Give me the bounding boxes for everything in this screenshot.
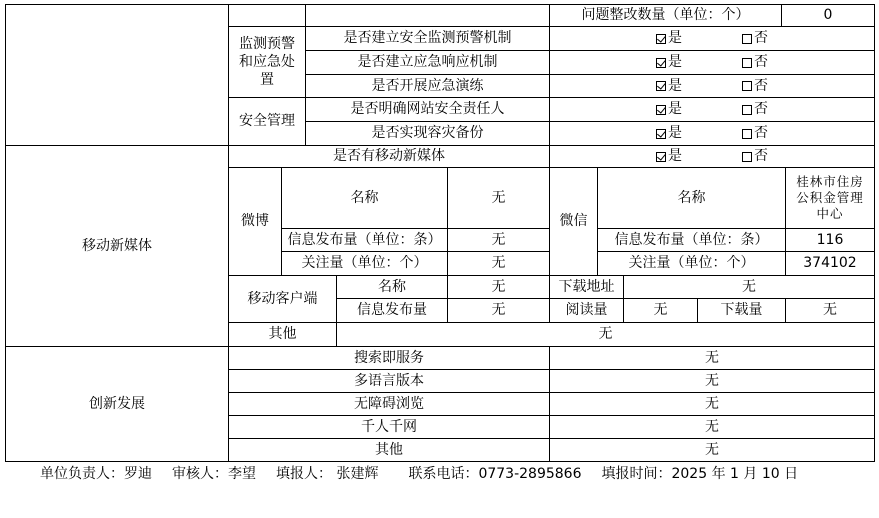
app-name-label: 名称 [336, 275, 448, 299]
innovation-item-value: 无 [549, 438, 875, 462]
weibo-label: 微博 [228, 167, 282, 276]
weixin-posts-label: 信息发布量（单位：条） [597, 228, 786, 252]
weixin-posts-value: 116 [785, 228, 875, 252]
monitor-item-yesno: 是 否 [549, 74, 875, 98]
safety-group-label: 安全管理 [228, 97, 306, 146]
has-mobile-label: 是否有移动新媒体 [228, 145, 550, 168]
monitor-item-yesno: 是 否 [549, 26, 875, 51]
weixin-follow-value: 374102 [785, 251, 875, 276]
checked-box-icon[interactable] [656, 58, 666, 68]
unchecked-box-icon[interactable] [742, 129, 752, 139]
reviewer: 审核人：李望 [172, 466, 256, 482]
innovation-item-label: 千人千网 [228, 415, 550, 439]
innovation-item-value: 无 [549, 369, 875, 393]
monitor-item-label: 是否开展应急演练 [305, 74, 550, 98]
top-left-blank [5, 4, 229, 146]
innovation-item-value: 无 [549, 415, 875, 439]
top-sub-blank [228, 4, 306, 27]
monitor-item-yesno: 是 否 [549, 50, 875, 75]
innovation-item-label: 其他 [228, 438, 550, 462]
weibo-name-value: 无 [447, 167, 550, 229]
unchecked-box-icon[interactable] [742, 58, 752, 68]
safety-item-label: 是否实现容灾备份 [305, 121, 550, 146]
unit-head: 单位负责人：罗迪 [40, 466, 152, 482]
mobile-other-value: 无 [336, 322, 875, 347]
checked-box-icon[interactable] [656, 129, 666, 139]
safety-item-label: 是否明确网站安全责任人 [305, 97, 550, 122]
innovation-section-label: 创新发展 [5, 346, 229, 462]
checked-box-icon[interactable] [656, 81, 666, 91]
weixin-follow-label: 关注量（单位：个） [597, 251, 786, 276]
app-download-url-label: 下载地址 [549, 275, 624, 299]
app-reads-label: 阅读量 [549, 298, 624, 323]
weixin-name-value: 桂林市住房公积金管理中心 [785, 167, 875, 229]
unchecked-box-icon[interactable] [742, 105, 752, 115]
mobile-other-label: 其他 [228, 322, 337, 347]
checked-box-icon[interactable] [656, 152, 666, 162]
app-posts-label: 信息发布量 [336, 298, 448, 323]
rectify-count-label: 问题整改数量（单位：个） [549, 4, 782, 27]
mobile-section-label: 移动新媒体 [5, 145, 229, 347]
app-posts-value: 无 [447, 298, 550, 323]
unchecked-box-icon[interactable] [742, 81, 752, 91]
innovation-item-label: 多语言版本 [228, 369, 550, 393]
weixin-label: 微信 [549, 167, 598, 276]
innovation-item-value: 无 [549, 346, 875, 370]
weibo-posts-value: 无 [447, 228, 550, 252]
app-label: 移动客户端 [228, 275, 337, 323]
rectify-count-value: 0 [781, 4, 875, 27]
weibo-follow-value: 无 [447, 251, 550, 276]
app-download-url-value: 无 [623, 275, 875, 299]
signature-footer [40, 462, 804, 484]
innovation-item-label: 无障碍浏览 [228, 392, 550, 416]
innovation-item-value: 无 [549, 392, 875, 416]
checked-box-icon[interactable] [656, 34, 666, 44]
safety-item-yesno: 是 否 [549, 97, 875, 122]
app-downloads-label: 下载量 [697, 298, 786, 323]
weibo-posts-label: 信息发布量（单位：条） [281, 228, 448, 252]
monitor-item-label: 是否建立应急响应机制 [305, 50, 550, 75]
app-downloads-value: 无 [785, 298, 875, 323]
unchecked-box-icon[interactable] [742, 34, 752, 44]
safety-item-yesno: 是 否 [549, 121, 875, 146]
fill-date: 填报时间：2025 年 1 月 10 日 [601, 466, 799, 482]
checked-box-icon[interactable] [656, 105, 666, 115]
has-mobile-yesno: 是 否 [549, 145, 875, 168]
weibo-name-label: 名称 [281, 167, 448, 229]
app-reads-value: 无 [623, 298, 698, 323]
top-label-blank [305, 4, 550, 27]
app-name-value: 无 [447, 275, 550, 299]
filler: 填报人： 张建辉 [276, 466, 379, 482]
weibo-follow-label: 关注量（单位：个） [281, 251, 448, 276]
unchecked-box-icon[interactable] [742, 152, 752, 162]
innovation-item-label: 搜索即服务 [228, 346, 550, 370]
monitor-group-label: 监测预警和应急处置 [228, 26, 306, 98]
weixin-name-label: 名称 [597, 167, 786, 229]
contact-phone: 联系电话：0773-2895866 [408, 466, 582, 482]
monitor-item-label: 是否建立安全监测预警机制 [305, 26, 550, 51]
